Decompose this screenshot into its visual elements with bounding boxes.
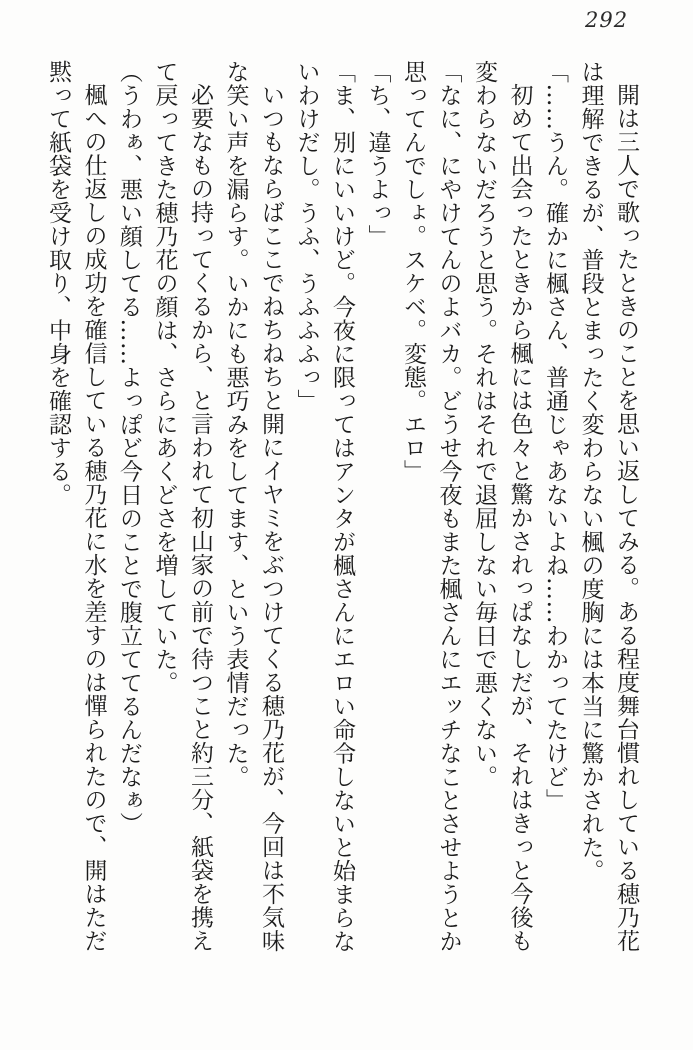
text-line: 「……うん。確かに楓さん、普通じゃあないよね……わかってたけど」 [542,60,568,812]
text-line: いつもならばここでねちねちと開にイヤミをぶつけてくる穂乃花が、今回は不気味 [258,83,284,953]
text-line: 「ま、別にいいけど。今夜に限ってはアンタが楓さんにエロい命令しないと始まらな [329,60,355,953]
page-number: 292 [585,8,629,32]
text-line: 黙って紙袋を受け取り、中身を確認する。 [45,60,71,507]
text-line: 楓への仕返しの成功を確信している穂乃花に水を差すのは憚られたので、開はただ [80,83,107,953]
text-line: な笑い声を漏らす。いかにも悪巧みをしてます、という表情だった。 [222,60,249,789]
text-line: 必要なもの持ってくるから、と言われて初山家の前で待つこと約三分、紙袋を携え [187,83,213,953]
text-line: 初めて出会ったときから楓には色々と驚かされっぱなしだが、それはきっと今後も [506,83,533,953]
text-line: いわけだし。うふ、うふふふっ」 [293,60,320,413]
text-line: 「なに、にやけてんのよバカ。どうせ今夜もまた楓さんにエッチなことさせようとか [435,60,462,953]
text-line: は理解できるが、普段とまったく変わらない楓の度胸には本当に驚かされた。 [577,60,604,883]
text-line: 開は三人で歌ったときのことを思い返してみる。ある程度舞台慣れしている穂乃花 [613,83,639,953]
text-block [28,60,643,1018]
text-line: （うわぁ、悪い顔してる……よっぽど今日のことで腹立ててるんだなぁ） [116,60,142,836]
text-line: 変わらないだろうと思う。それはそれで退屈しない毎日で悪くない。 [471,60,497,789]
text-line: 「ち、違うよっ」 [364,60,391,248]
text-line: 思ってんでしょ。スケベ。変態。エロ」 [400,60,426,483]
text-line: て戻ってきた穂乃花の顔は、さらにあくどさを増していた。 [151,60,178,695]
